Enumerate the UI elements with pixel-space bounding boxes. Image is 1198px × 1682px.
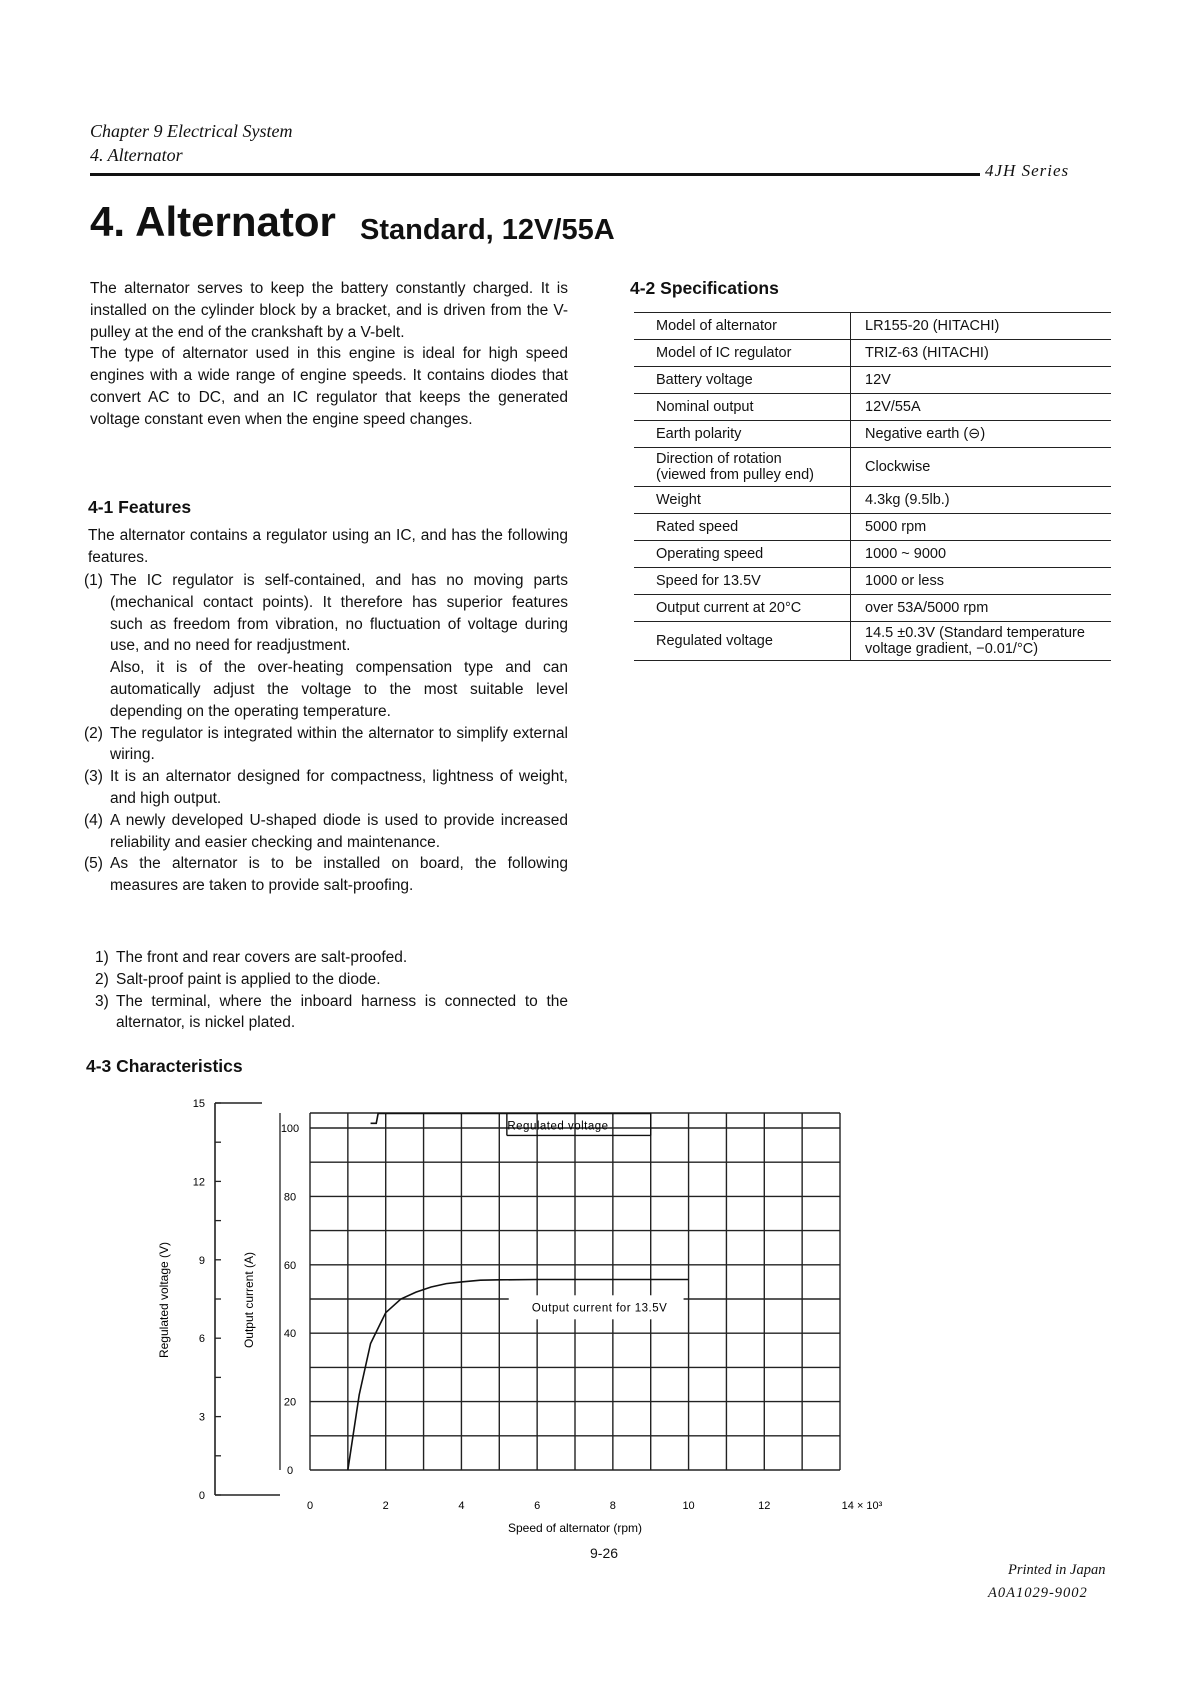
- list-item-number: (4): [84, 811, 103, 829]
- voltage-tick-label: 3: [198, 1411, 205, 1424]
- x-tick-label: 12: [758, 1500, 771, 1512]
- section-header: 4. Alternator: [90, 145, 183, 165]
- voltage-tick-label: 6: [198, 1333, 205, 1346]
- x-tick-label: 14 × 10³: [841, 1500, 883, 1512]
- spec-value: Negative earth (⊖): [851, 421, 1112, 448]
- x-axis-title: Speed of alternator (rpm): [507, 1521, 643, 1535]
- spec-label: Operating speed: [634, 541, 851, 568]
- spec-label: Nominal output: [634, 394, 851, 421]
- voltage-tick-label: 9: [198, 1254, 205, 1267]
- voltage-axis-title: Regulated voltage (V): [157, 1241, 171, 1359]
- list-item-text: The regulator is integrated within the alternator to simplify external wiring.: [110, 724, 568, 764]
- list-item: [84, 766, 568, 810]
- current-tick-label: 0: [286, 1465, 294, 1477]
- voltage-tick-label: 12: [192, 1176, 205, 1189]
- page-number: 9-26: [590, 1545, 619, 1561]
- intro-paragraph: The type of alternator used in this engine is ideal for high speed engines with a wide range of engine speeds. It contains diodes that convert AC to DC, and an IC regulator that keeps the generated voltage constant even when the engine speed changes.: [90, 345, 568, 428]
- document-number: A0A1029-9002: [988, 1585, 1088, 1601]
- output-current-label: Output current for 13.5V: [531, 1302, 668, 1315]
- spec-value: TRIZ-63 (HITACHI): [851, 340, 1112, 367]
- current-tick-label: 20: [283, 1396, 297, 1409]
- spec-value: 14.5 ±0.3V (Standard temperature voltage gradient, −0.01/°C): [851, 622, 1112, 661]
- voltage-tick-label: 0: [198, 1490, 205, 1502]
- intro-text: [90, 278, 568, 431]
- specifications-table-body: [634, 313, 1111, 661]
- header-rule: [90, 173, 980, 176]
- x-tick-label: 8: [609, 1500, 616, 1512]
- spec-value: 12V/55A: [851, 394, 1112, 421]
- features-heading: 4-1 Features: [88, 497, 192, 517]
- spec-label: Earth polarity: [634, 421, 851, 448]
- spec-value: 1000 or less: [851, 568, 1112, 595]
- spec-label: Model of alternator: [634, 313, 851, 340]
- table-row: [634, 487, 1111, 514]
- spec-value: Clockwise: [851, 448, 1112, 487]
- spec-value: LR155-20 (HITACHI): [851, 313, 1112, 340]
- list-item-number: 2): [95, 970, 109, 988]
- x-tick-label: 0: [306, 1500, 314, 1512]
- spec-value: 12V: [851, 367, 1112, 394]
- list-item-number: (5): [84, 855, 103, 873]
- current-axis-title: Output current (A): [242, 1251, 256, 1349]
- current-tick-label: 60: [283, 1259, 297, 1272]
- spec-value: 4.3kg (9.5lb.): [851, 487, 1112, 514]
- list-item: [84, 853, 568, 897]
- spec-value: 1000 ~ 9000: [851, 541, 1112, 568]
- list-item-text: As the alternator is to be installed on board, the following measures are taken to provide salt-proofing.: [110, 855, 568, 895]
- list-item: [95, 947, 568, 969]
- chapter-header: Chapter 9 Electrical System: [90, 121, 293, 141]
- spec-label: Model of IC regulator: [634, 340, 851, 367]
- list-item-extra: Also, it is of the over-heating compensation type and can automatically adjust the voltage to the most suitable level depending on the operating temperature.: [110, 659, 568, 720]
- salt-proofing-list: [95, 947, 568, 1034]
- list-item: [84, 570, 568, 723]
- list-item-text: It is an alternator designed for compactness, lightness of weight, and high output.: [110, 768, 568, 807]
- spec-label: Weight: [634, 487, 851, 514]
- spec-label: Speed for 13.5V: [634, 568, 851, 595]
- list-item: [84, 810, 568, 854]
- regulated-voltage-label: Regulated voltage: [507, 1120, 609, 1133]
- features-intro: The alternator contains a regulator using an IC, and has the following features.: [88, 527, 568, 566]
- table-row: [634, 367, 1111, 394]
- list-item: [95, 991, 568, 1035]
- page-title: 4. Alternator: [90, 198, 336, 245]
- x-tick-label: 2: [382, 1500, 389, 1512]
- table-row: [634, 340, 1111, 367]
- list-item-text: A newly developed U-shaped diode is used to provide increased reliability and easier checking and maintenance.: [110, 811, 568, 851]
- spec-label: Battery voltage: [634, 367, 851, 394]
- specifications-table: [634, 312, 1111, 661]
- current-tick-label: 80: [283, 1191, 297, 1204]
- table-row: [634, 448, 1111, 487]
- list-item-text: The IC regulator is self-contained, and has no moving parts (mechanical contact points). It therefore has superior features such as freedom from vibration, no fluctuation of voltage during use, and no need for readjustment.: [110, 572, 568, 655]
- x-tick-label: 10: [682, 1500, 695, 1512]
- list-item-text: Salt-proof paint is applied to the diode.: [116, 970, 381, 988]
- table-row: [634, 421, 1111, 448]
- features-list: [84, 570, 568, 897]
- table-row: [634, 568, 1111, 595]
- list-item: [84, 723, 568, 767]
- current-tick-label: 100: [280, 1123, 300, 1135]
- characteristics-chart: [150, 1090, 890, 1550]
- spec-value: 5000 rpm: [851, 514, 1112, 541]
- spec-label: Regulated voltage: [634, 622, 851, 661]
- table-row: [634, 514, 1111, 541]
- list-item-number: 3): [95, 992, 109, 1010]
- table-row: [634, 313, 1111, 340]
- list-item-text: The front and rear covers are salt-proofed.: [116, 949, 408, 966]
- characteristics-heading: 4-3 Characteristics: [86, 1056, 243, 1076]
- table-row: [634, 595, 1111, 622]
- page-subtitle: Standard, 12V/55A: [360, 214, 615, 246]
- x-tick-label: 4: [458, 1500, 465, 1512]
- table-row: [634, 622, 1111, 661]
- spec-label: Direction of rotation (viewed from pulley end): [634, 448, 851, 487]
- list-item-number: (2): [84, 724, 103, 742]
- voltage-tick-label: 15: [192, 1098, 205, 1110]
- intro-paragraph: The alternator serves to keep the battery constantly charged. It is installed on the cylinder block by a bracket, and is driven from the V-pulley at the end of the crankshaft by a V-belt.: [90, 280, 568, 341]
- spec-label: Output current at 20°C: [634, 595, 851, 622]
- list-item-text: The terminal, where the inboard harness is connected to the alternator, is nickel plated.: [116, 992, 568, 1032]
- current-tick-label: 40: [283, 1328, 297, 1341]
- list-item-number: 1): [95, 949, 109, 966]
- spec-label: Rated speed: [634, 514, 851, 541]
- specifications-heading: 4-2 Specifications: [630, 278, 779, 298]
- printed-in: Printed in Japan: [1008, 1562, 1106, 1578]
- table-row: [634, 541, 1111, 568]
- table-row: [634, 394, 1111, 421]
- x-tick-label: 6: [534, 1500, 541, 1512]
- list-item-number: (1): [84, 572, 103, 589]
- list-item: [95, 969, 568, 991]
- series-label: 4JH Series: [985, 161, 1070, 180]
- list-item-number: (3): [84, 768, 103, 786]
- spec-value: over 53A/5000 rpm: [851, 595, 1112, 622]
